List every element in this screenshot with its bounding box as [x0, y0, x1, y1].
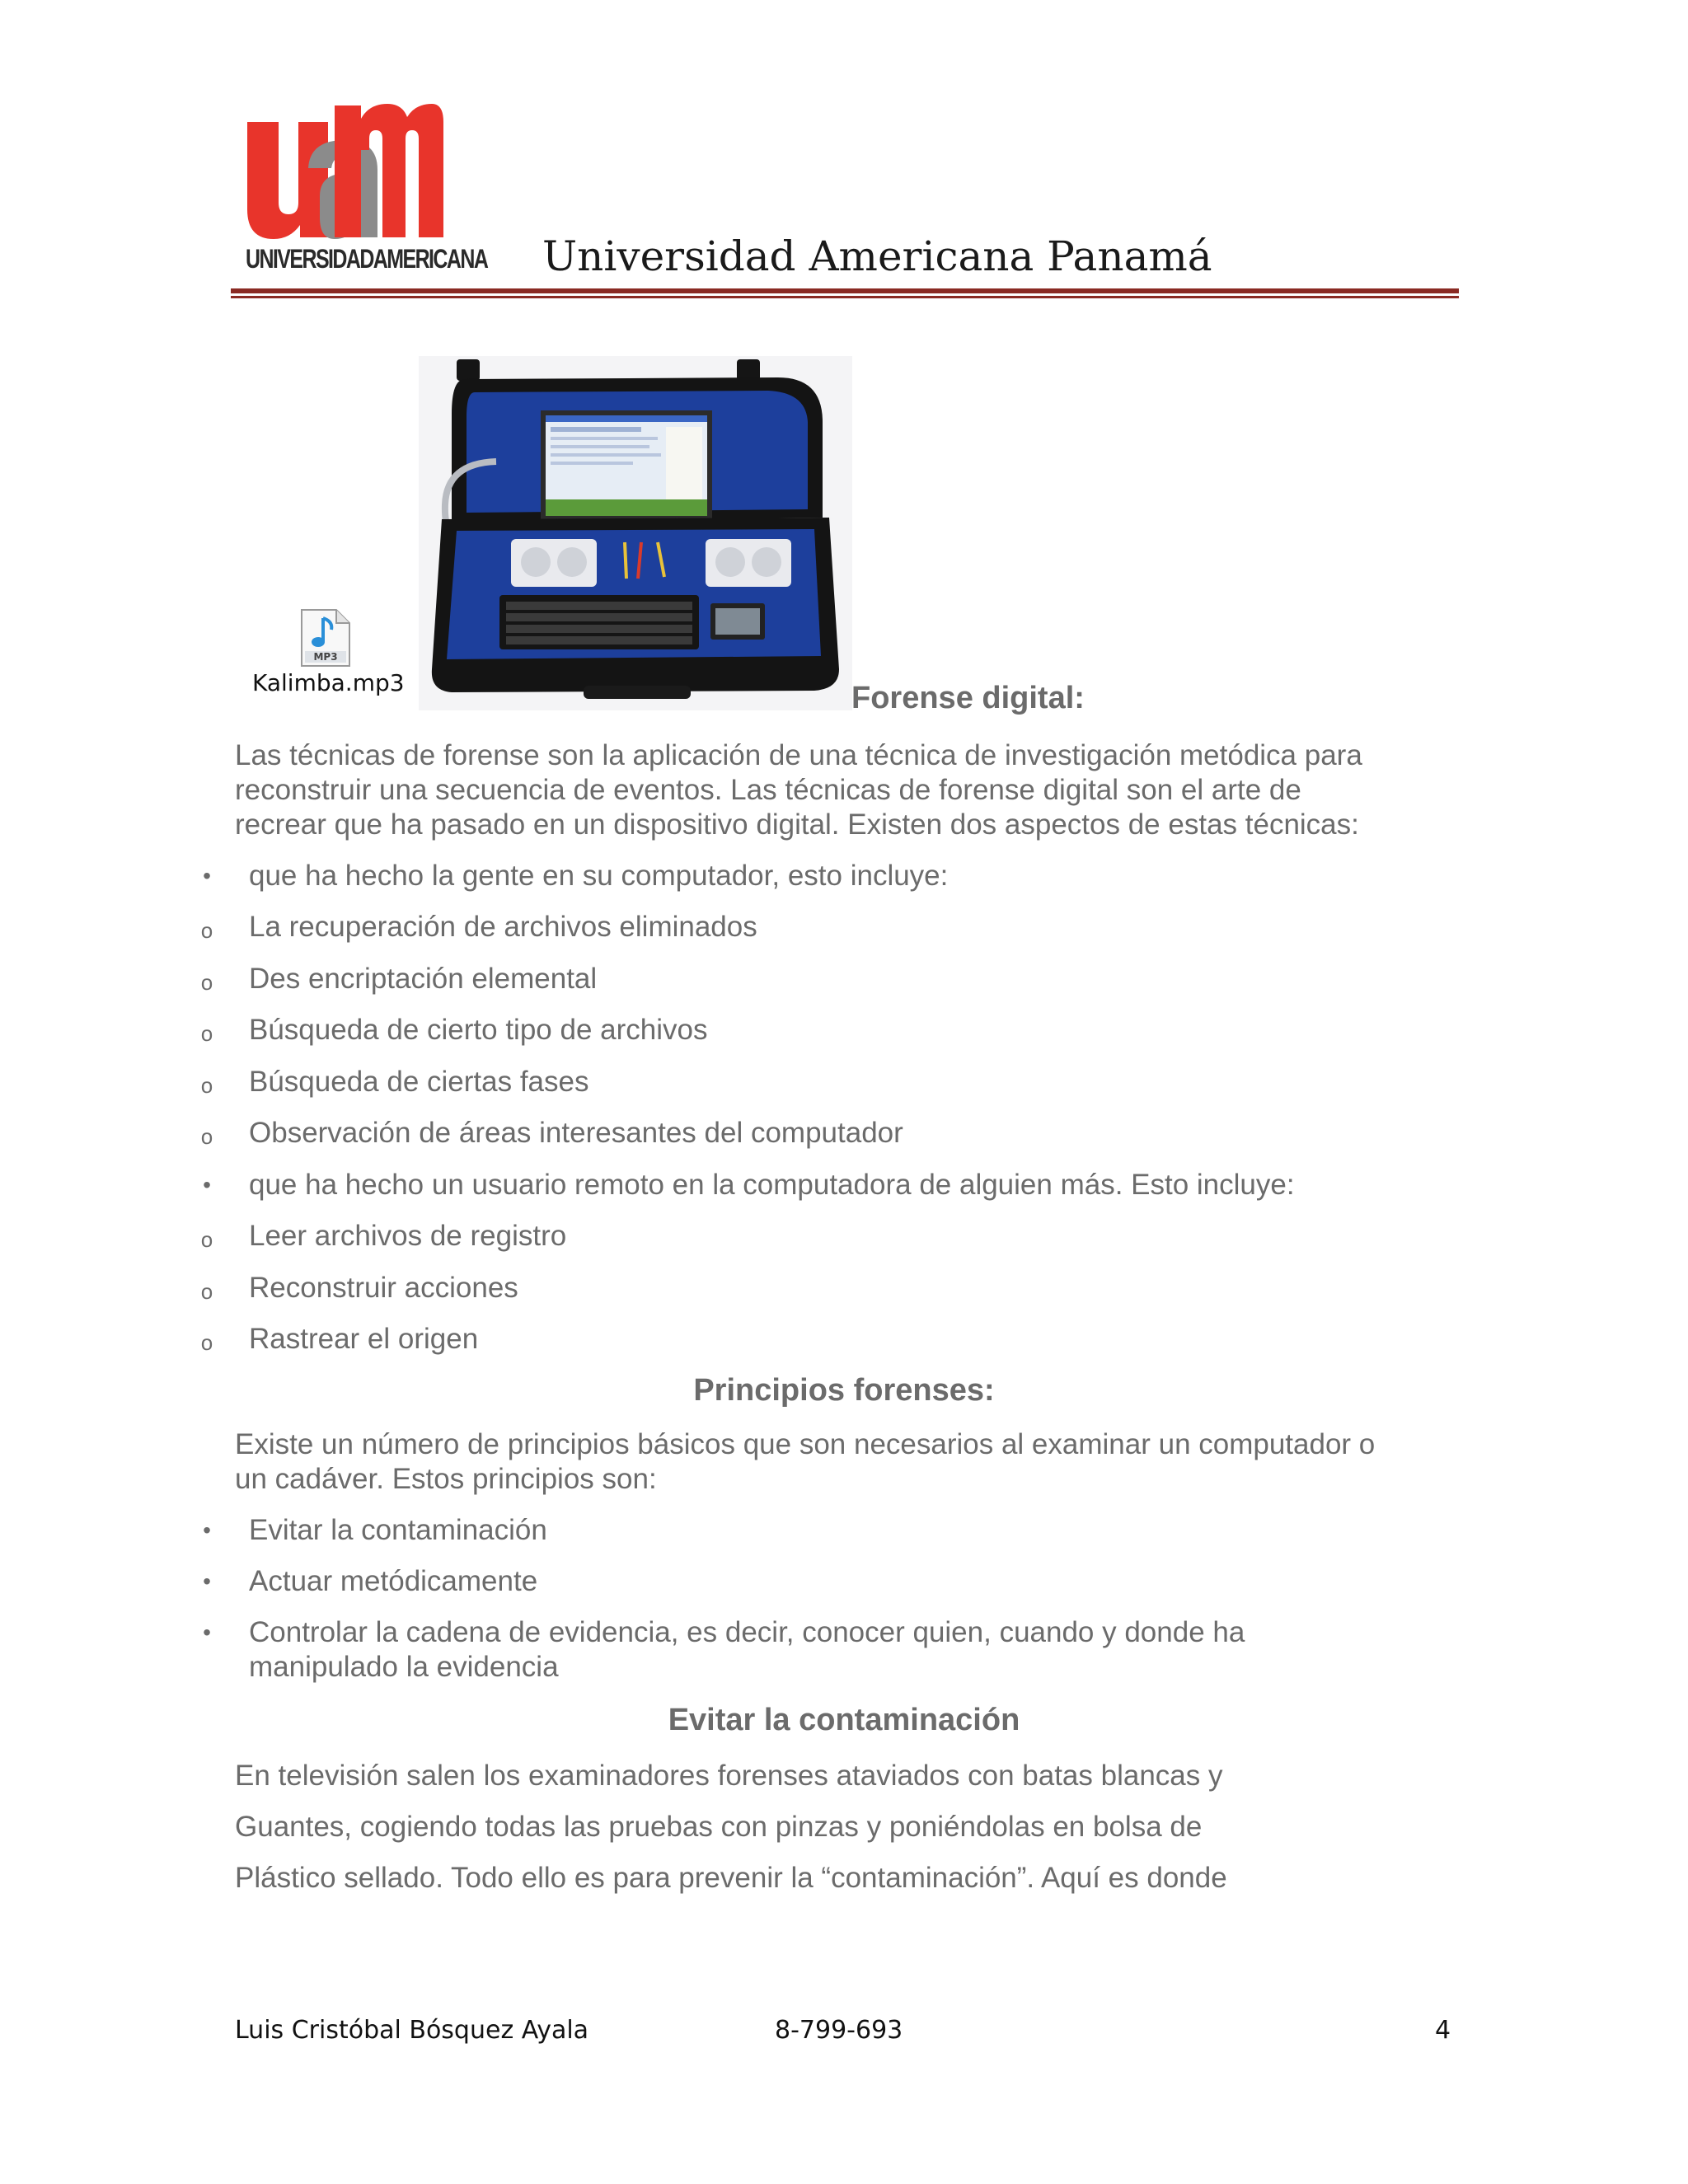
section-heading-forense-digital: Forense digital:	[851, 681, 1085, 715]
list-item-text: Rastrear el origen	[249, 1323, 479, 1355]
bullet-circle: o	[200, 1279, 213, 1304]
header-rule-thin	[231, 296, 1459, 298]
uam-logo-mark	[246, 97, 443, 246]
footer-page-number: 4	[1435, 2016, 1451, 2045]
university-logo	[246, 97, 488, 274]
bullet-circle: o	[200, 1227, 213, 1252]
page-header-title: Universidad Americana Panamá	[542, 232, 1212, 280]
list-item-text: La recuperación de archivos eliminados	[249, 911, 757, 943]
list-item-text: Des encriptación elemental	[249, 963, 598, 995]
footer-author: Luis Cristóbal Bósquez Ayala	[235, 2016, 589, 2045]
forensic-workstation-image	[419, 356, 852, 710]
bullet-disc: •	[203, 1517, 211, 1543]
section-heading-evitar-contaminacion: Evitar la contaminación	[668, 1703, 1020, 1737]
paragraph-line: Existe un número de principios básicos que son necesarios al examinar un computador o	[235, 1428, 1376, 1460]
list-item-text: Controlar la cadena de evidencia, es decir, conocer quien, cuando y donde ha	[249, 1616, 1245, 1648]
paragraph-line: En televisión salen los examinadores forenses ataviados con batas blancas y	[235, 1760, 1223, 1792]
list-item-text: Leer archivos de registro	[249, 1220, 567, 1252]
paragraph-line: Plástico sellado. Todo ello es para prevenir la “contaminación”. Aquí es donde	[235, 1862, 1227, 1894]
paragraph-line: un cadáver. Estos principios son:	[235, 1463, 657, 1495]
paragraph-line: Las técnicas de forense son la aplicación de una técnica de investigación metódica para	[235, 739, 1362, 771]
bullet-circle: o	[200, 1021, 213, 1046]
paragraph-line: recrear que ha pasado en un dispositivo digital. Existen dos aspectos de estas técnicas:	[235, 808, 1359, 841]
list-item-text: Búsqueda de ciertas fases	[249, 1066, 589, 1098]
bullet-circle: o	[200, 1073, 213, 1098]
bullet-circle: o	[200, 970, 213, 995]
paragraph-line: reconstruir una secuencia de eventos. Las técnicas de forense digital son el arte de	[235, 774, 1301, 806]
list-item-text: Búsqueda de cierto tipo de archivos	[249, 1014, 708, 1046]
list-item-text: Actuar metódicamente	[249, 1565, 538, 1597]
bullet-disc: •	[203, 1568, 211, 1594]
bullet-disc: •	[203, 863, 211, 888]
list-item-text: que ha hecho un usuario remoto en la computadora de alguien más. Esto incluye:	[249, 1169, 1295, 1201]
mp3-file-icon[interactable]	[298, 608, 353, 668]
list-item-text: que ha hecho la gente en su computador, esto incluye:	[249, 860, 949, 892]
bullet-disc: •	[203, 1172, 211, 1197]
bullet-circle: o	[200, 1330, 213, 1355]
logo-wordmark: UNIVERSIDADAMERICANA	[246, 244, 488, 274]
attachment-filename[interactable]: Kalimba.mp3	[252, 669, 405, 696]
mp3-badge: MP3	[313, 651, 338, 663]
section-heading-principios: Principios forenses:	[693, 1373, 995, 1408]
list-item-text: manipulado la evidencia	[249, 1651, 559, 1683]
footer-student-id: 8-799-693	[775, 2016, 903, 2045]
paragraph-line: Guantes, cogiendo todas las pruebas con pinzas y poniéndolas en bolsa de	[235, 1811, 1203, 1843]
bullet-disc: •	[203, 1619, 211, 1645]
bullet-circle: o	[200, 1124, 213, 1149]
list-item-text: Observación de áreas interesantes del computador	[249, 1117, 903, 1149]
header-rule-thick	[231, 288, 1459, 293]
list-item-text: Evitar la contaminación	[249, 1514, 547, 1546]
list-item-text: Reconstruir acciones	[249, 1272, 518, 1304]
bullet-circle: o	[200, 918, 213, 943]
